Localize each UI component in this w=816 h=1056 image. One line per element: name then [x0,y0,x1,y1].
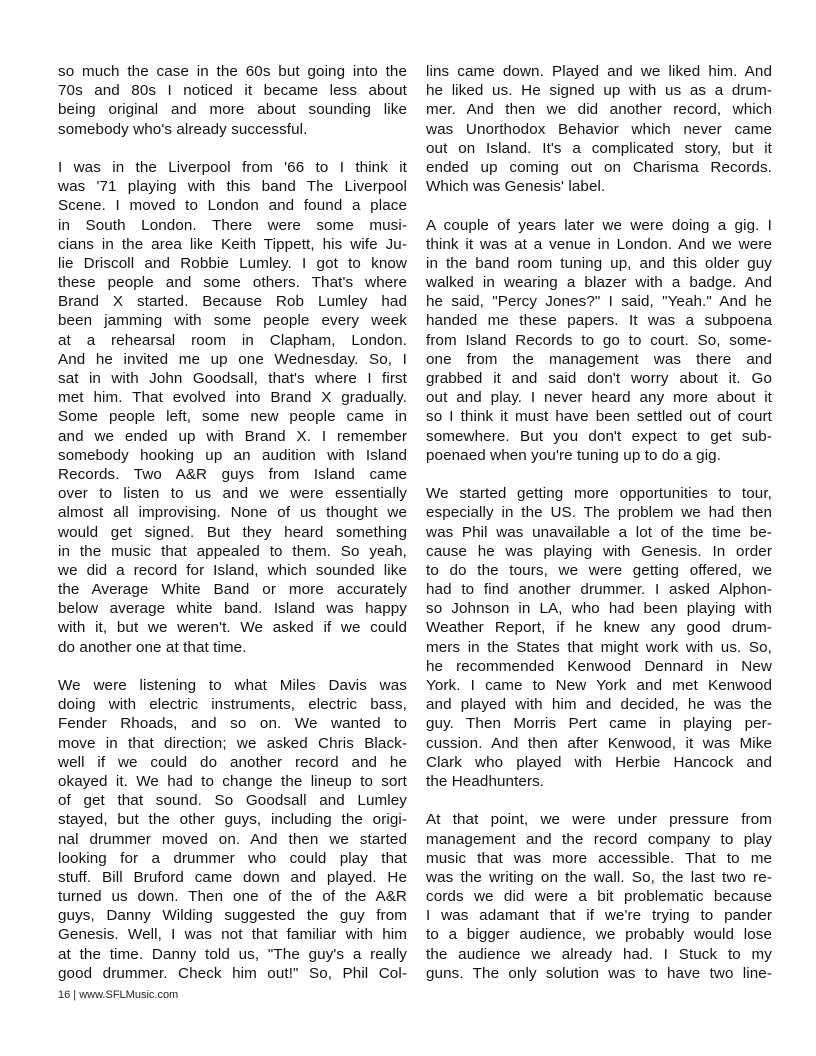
page-footer: 16 | www.SFLMusic.com [58,989,179,1001]
text-line: cians in the area like Keith Tippett, his wife Ju- [58,235,407,253]
text-line: so I think it must have been settled out of court [426,408,772,426]
text-line: well if we could do another record and he [58,753,407,771]
text-line: do another one at that time. [58,638,247,656]
text-line: being original and more about sounding like [58,101,407,119]
text-line: he recommended Kenwood Dennard in New [426,657,772,675]
text-line: nal drummer moved on. And then we started [58,830,407,848]
text-line: stayed, but the other guys, including the origi- [58,811,407,829]
text-line: Genesis. Well, I was not that familiar with him [58,926,407,944]
text-line: grabbed it and said don't worry about it. Go [426,370,772,387]
text-line: Brand X started. Because Rob Lumley had [58,293,407,311]
text-line: turned us down. Then one of the of the A&R [58,888,407,906]
text-line: mers in the States that might work with us. So, [426,638,772,656]
text-line: music that was more accessible. That to me [426,849,772,867]
text-line: cussion. And then after Kenwood, it was Mike [426,734,772,752]
text-line: Records. Two A&R guys from Island came [58,465,407,483]
text-line: at a rehearsal room in Clapham, London. [58,331,407,349]
text-line: over to listen to us and we were essentially [58,485,407,503]
right-column [426,62,772,1002]
text-line: would get signed. But they heard something [58,523,407,541]
text-line: of get that sound. So Goodsall and Lumley [58,792,407,810]
text-line: handed me these papers. It was a subpoena [426,312,772,330]
text-line: mer. And then we did another record, which [426,101,772,119]
text-line: doing with electric instruments, electric bass, [58,696,407,714]
text-line: was the writing on the wall. So, the last two re- [426,868,772,886]
text-line: he said, "Percy Jones?" I said, "Yeah." And he [426,293,772,311]
text-line: so much the case in the 60s but going into the [58,63,407,80]
text-line: management and the record company to play [426,830,772,848]
text-line: especially in the US. The problem we had then [426,504,772,522]
text-line: was '71 playing with this band The Liverpool [58,178,407,196]
text-line: to do the tours, we were getting offered, we [426,561,772,579]
text-line: one from the management was there and [426,350,772,368]
text-line: below average white band. Island was happy [58,600,407,618]
text-line: was Phil was unavailable a lot of the time be- [426,523,772,541]
text-line: we did a record for Island, which sounded like [58,561,407,579]
article-paragraph [58,62,407,139]
text-line: A couple of years later we were doing a gig. I [426,216,772,234]
text-line: And he invited me up one Wednesday. So, I [58,350,407,368]
text-line: We started getting more opportunities to tour, [426,485,772,503]
text-line: looking for a drummer who could play that [58,849,407,867]
text-line: the Average White Band or more accurately [58,581,407,599]
text-line: sat in with John Goodsall, that's where I first [58,370,407,387]
text-line: good drummer. Check him out!" So, Phil Col- [58,964,407,982]
text-line: was Unorthodox Behavior which never came [426,120,772,138]
text-line: the Headhunters. [426,772,545,790]
text-line: okayed it. We had to change the lineup to sort [58,772,407,790]
text-line: At that point, we were under pressure from [426,811,772,829]
article-paragraph [58,158,407,657]
text-line: I was in the Liverpool from '66 to I think it [58,158,407,176]
text-line: stuff. Bill Bruford came down and played. He [58,868,407,886]
text-line: guns. The only solution was to have two line- [426,964,772,982]
text-line: so Johnson in LA, who had been playing with [426,600,772,618]
text-line: had to find another drummer. I asked Alphon- [426,581,772,599]
text-line: with it, but we weren't. We asked if we could [58,619,407,637]
article-paragraph [58,676,407,983]
text-line: at the time. Danny told us, "The guy's a really [58,945,407,963]
text-line: ended up coming out on Charisma Records. [426,158,772,176]
text-line: in the music that appealed to them. So yeah, [58,542,407,560]
text-line: from Island Records to go to court. So, some- [426,331,772,349]
text-line: lie Driscoll and Robbie Lumley. I got to know [58,254,407,272]
text-line: to a bigger audience, we probably would lose [426,926,772,944]
text-line: and played with him and decided, he was the [426,696,772,714]
text-line: somebody hooking up an audition with Island [58,446,407,464]
text-line: the audience we already had. I Stuck to my [426,945,772,963]
text-line: almost all improvising. None of us thought we [58,504,407,522]
text-line: somewhere. But you don't expect to get sub- [426,427,772,445]
text-line: 70s and 80s I noticed it became less about [58,82,407,100]
left-column [58,62,407,1002]
text-line: Weather Report, if he knew any good drum- [426,619,772,637]
text-line: somebody who's already successful. [58,120,308,138]
text-line: We were listening to what Miles Davis was [58,677,407,694]
article-paragraph [426,62,772,196]
text-line: Some people left, some new people came in [58,408,407,426]
text-line: Fender Rhoads, and so on. We wanted to [58,715,407,733]
text-line: Scene. I moved to London and found a place [58,197,407,215]
text-line: lins came down. Played and we liked him. And [426,63,772,80]
text-line: poenaed when you're tuning up to do a gig. [426,446,722,464]
text-line: met him. That evolved into Brand X gradually. [58,389,407,407]
article-paragraph [426,810,772,983]
text-line: cause he was playing with Genesis. In order [426,542,772,560]
text-line: out and play. I never heard any more about it [426,389,772,407]
text-line: think it was at a venue in London. And we were [426,235,772,253]
text-line: out on Island. It's a complicated story, but it [426,139,772,157]
text-line: been jamming with some people every week [58,312,407,330]
article-paragraph [426,484,772,791]
text-line: walked in wearing a blazer with a badge. And [426,274,772,292]
text-line: cords we did were a bit problematic because [426,888,772,906]
text-line: I was adamant that if we're trying to pander [426,907,772,925]
text-line: move in that direction; we asked Chris Black- [58,734,407,752]
text-line: in South London. There were some musi- [58,216,407,234]
text-line: Which was Genesis' label. [426,178,606,196]
article-paragraph [426,216,772,465]
text-line: and we ended up with Brand X. I remember [58,427,407,445]
text-line: he liked us. He signed up with us as a drum- [426,82,772,100]
text-line: York. I came to New York and met Kenwood [426,677,772,694]
text-line: in the band room tuning up, and this older guy [426,254,772,272]
text-line: Clark who played with Herbie Hancock and [426,753,772,771]
text-line: guy. Then Morris Pert came in playing per- [426,715,772,733]
text-line: these people and some others. That's where [58,274,407,292]
text-line: guys, Danny Wilding suggested the guy from [58,907,407,925]
